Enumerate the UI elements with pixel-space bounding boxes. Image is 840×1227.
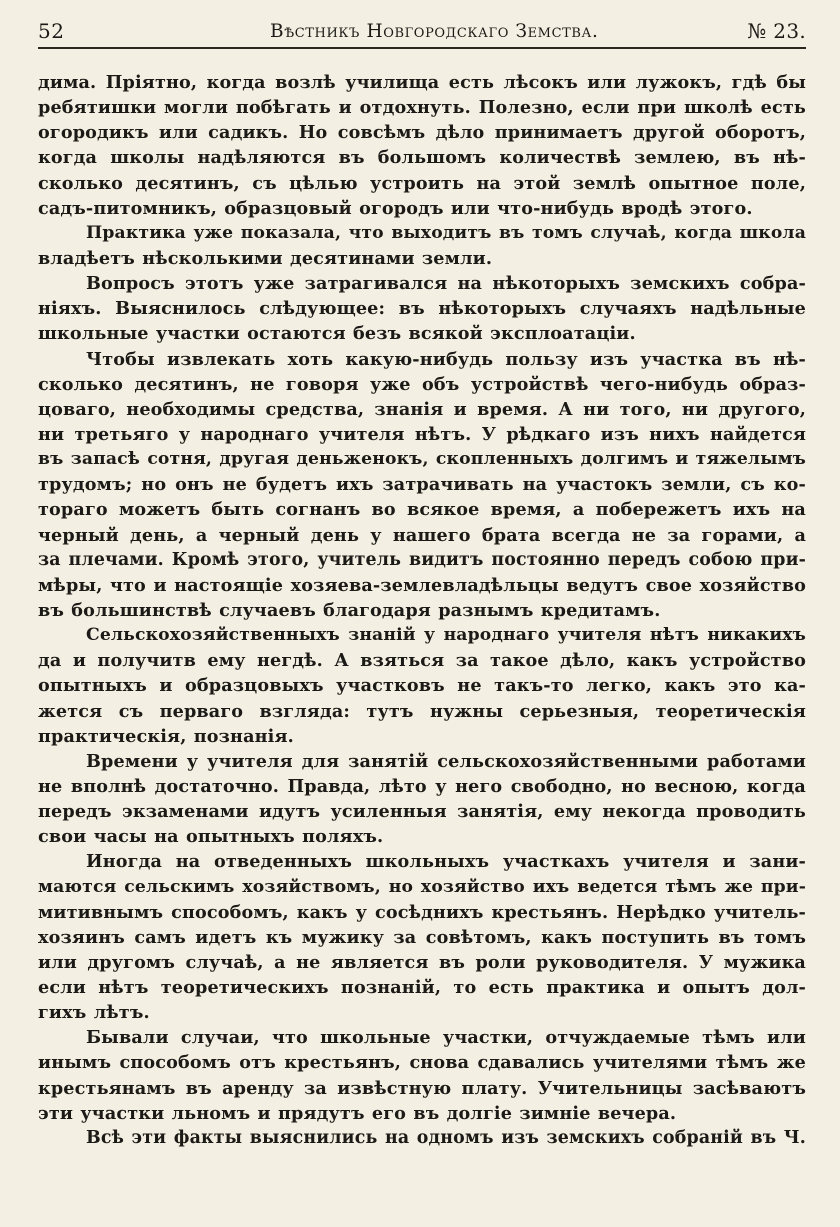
header-rule [38,47,806,49]
text-line: практическія, познанія. [38,725,294,747]
text-line: мѣры, что и настоящіе хозяева-землевладѣльцы ведутъ свое хозяйство [38,574,806,596]
text-line: въ большинствѣ случаевъ благодаря разнымъ кредитамъ. [38,599,661,621]
text-line: опытныхъ и образцовыхъ участковъ не такъ-то легко, какъ это ка- [38,675,806,697]
text-line: митивнымъ способомъ, какъ у сосѣднихъ крестьянъ. Нерѣдко учитель- [38,901,806,923]
text-line: тораго можетъ быть согнанъ во всякое время, а побережетъ ихъ на [38,499,806,521]
text-line: черный день, а черный день у нашего брата всегда не за горами, а [38,524,806,546]
issue-number: № 23. [747,19,806,43]
text-line: Всѣ эти факты выяснились на одномъ изъ земскихъ собраній въ Ч. [86,1127,806,1148]
text-line: сколько десятинъ, не говоря уже объ устройствѣ чего-нибудь образ- [38,373,806,395]
journal-title: Вѣстникъ Новгородскаго Земства. [270,21,599,42]
text-line: да и получитв ему негдѣ. А взяться за такое дѣло, какъ устройство [38,650,806,672]
text-line: Практика уже показала, что выходитъ въ томъ случаѣ, когда школа [86,222,806,243]
text-line: ни третьяго у народнаго учителя нѣтъ. У рѣдкаго изъ нихъ найдется [38,423,806,445]
text-line: Чтобы извлекать хоть какую-нибудь пользу изъ участка въ нѣ- [86,348,806,370]
text-line: Иногда на отведенныхъ школьныхъ участкахъ учителя и зани- [86,851,806,873]
text-line: сколько десятинъ, съ цѣлью устроить на этой землѣ опытное поле, [38,172,806,194]
text-line: не вполнѣ достаточно. Правда, лѣто у него свободно, но весною, когда [38,775,806,797]
text-line: жется съ перваго взгляда: тутъ нужны серьезныя, теоретическія [38,700,806,722]
text-line: гихъ лѣтъ. [38,1002,150,1024]
text-line: трудомъ; но онъ не будетъ ихъ затрачивать на участокъ земли, съ ко- [38,474,806,496]
text-line: Сельскохозяйственныхъ знаній у народнаго учителя нѣтъ никакихъ [86,625,806,646]
text-line: если нѣтъ теоретическихъ познаній, то есть практика и опытъ дол- [38,977,806,999]
text-line: маются сельскимъ хозяйствомъ, но хозяйство ихъ ведется тѣмъ же при- [38,876,806,897]
text-line: ніяхъ. Выяснилось слѣдующее: въ нѣкоторыхъ случаяхъ надѣльные [38,298,806,320]
text-line: въ запасѣ сотня, другая деньженокъ, скопленныхъ долгимъ и тяжелымъ [38,449,806,470]
page-header [38,16,806,50]
text-line: крестьянамъ въ аренду за извѣстную плату. Учительницы засѣваютъ [38,1077,806,1099]
text-line: школьные участки остаются безъ всякой эксплоатаціи. [38,323,636,345]
text-line: Вопросъ этотъ уже затрагивался на нѣкоторыхъ земскихъ собра- [86,273,806,295]
text-line: владѣетъ нѣсколькими десятинами земли. [38,247,493,269]
text-line: за плечами. Кромѣ этого, учитель видитъ постоянно передъ собою при- [38,549,806,570]
article-body [38,70,806,1151]
text-line: когда школы надѣляются въ большомъ количествѣ землею, въ нѣ- [38,147,806,169]
text-line: огородикъ или садикъ. Но совсѣмъ дѣло принимаетъ другой оборотъ, [38,122,806,144]
text-line: дима. Пріятно, когда возлѣ училища есть лѣсокъ или лужокъ, гдѣ бы [38,72,806,93]
text-line: инымъ способомъ отъ крестьянъ, снова сдавались учителями тѣмъ же [38,1052,806,1074]
text-line: свои часы на опытныхъ поляхъ. [38,826,384,848]
text-line: Бывали случаи, что школьные участки, отчуждаемые тѣмъ или [86,1027,806,1049]
text-line: передъ экзаменами идутъ усиленныя занятія, ему некогда проводить [38,801,806,823]
text-line: ребятишки могли побѣгать и отдохнуть. Полезно, если при школѣ есть [38,97,806,119]
text-line: или другомъ случаѣ, а не является въ роли руководителя. У мужика [38,951,806,973]
text-line: Времени у учителя для занятій сельскохозяйственными работами [86,750,806,772]
text-line: цоваго, необходимы средства, знанія и время. А ни того, ни другого, [38,398,806,420]
text-line: хозяинъ самъ идетъ къ мужику за совѣтомъ, какъ поступить въ томъ [38,926,806,948]
text-line: садъ-питомникъ, образцовый огородъ или что-нибудь вродѣ этого. [38,197,753,219]
text-line: эти участки льномъ и прядутъ его въ долгіе зимніе вечера. [38,1102,677,1124]
page-number: 52 [38,19,65,43]
